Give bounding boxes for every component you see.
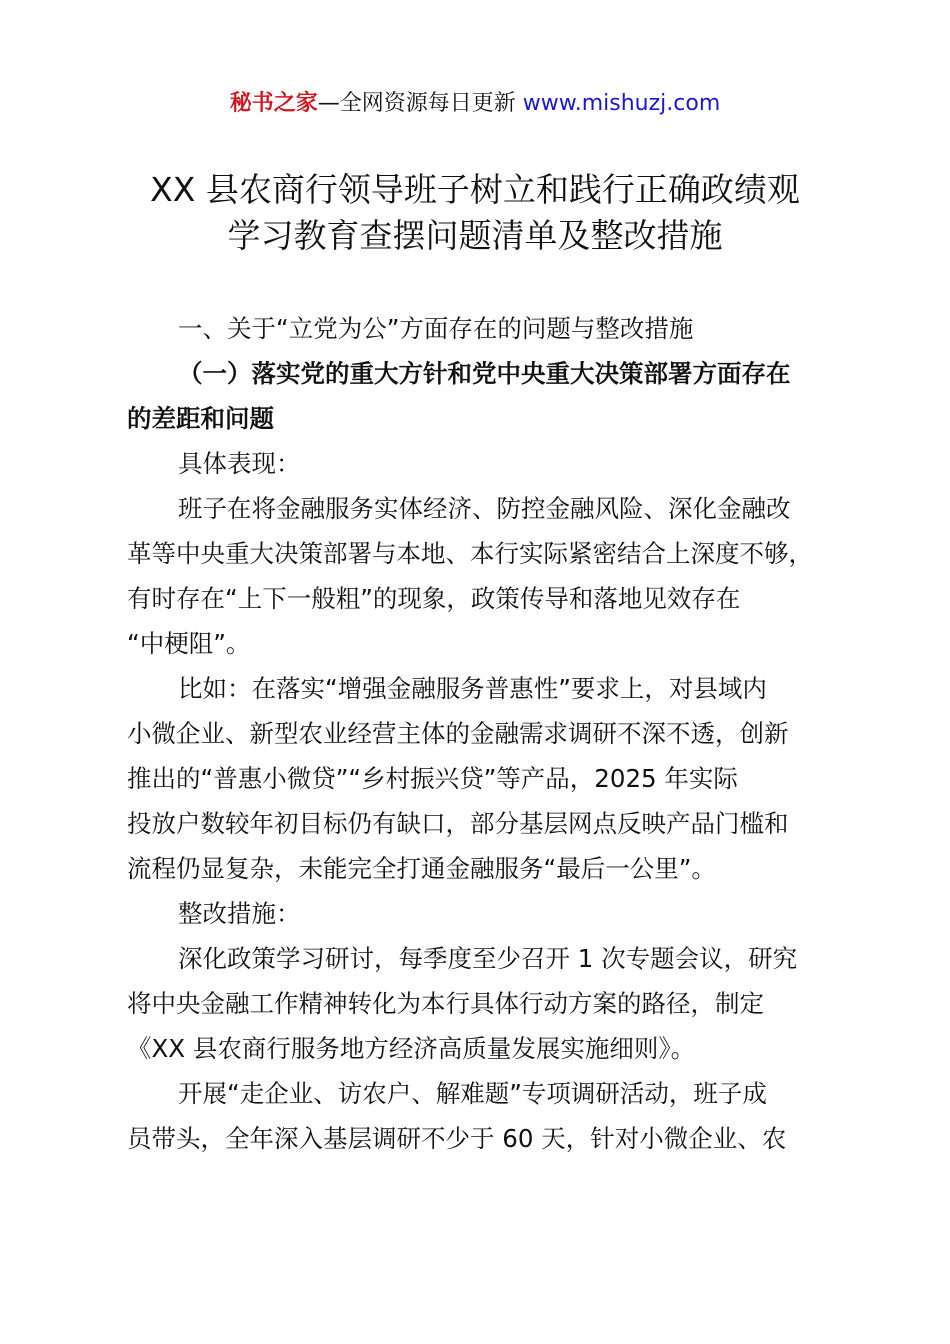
label-performance: 具体表现： [178,449,301,478]
paragraph-line: 员带头，全年深入基层调研不少于 60 天，针对小微企业、农 [127,1124,787,1153]
document-title-line-1: XX 县农商行领导班子树立和践行正确政绩观 [150,170,800,209]
header-tagline: —全网资源每日更新 [317,91,523,116]
site-header [0,88,950,120]
brand-name: 秘书之家 [229,91,318,116]
paragraph-line: 《XX 县农商行服务地方经济高质量发展实施细则》。 [127,1034,696,1063]
paragraph-line: 班子在将金融服务实体经济、防控金融风险、深化金融改 [178,494,791,523]
paragraph-line: 将中央金融工作精神转化为本行具体行动方案的路径，制定 [127,989,764,1018]
paragraph-line: 投放户数较年初目标仍有缺口，部分基层网点反映产品门槛和 [127,809,789,838]
label-measures: 整改措施： [178,899,301,928]
subsection-heading-line-1: （一）落实党的重大方针和党中央重大决策部署方面存在 [178,359,791,388]
paragraph-line: 开展“走企业、访农户、解难题”专项调研活动，班子成 [178,1079,767,1108]
document-title-line-2: 学习教育查摆问题清单及整改措施 [227,216,723,255]
paragraph-line: 流程仍显复杂，未能完全打通金融服务“最后一公里”。 [127,854,716,883]
paragraph-line: 比如：在落实“增强金融服务普惠性”要求上，对县域内 [178,674,767,703]
site-url-link[interactable]: www.mishuzj.com [522,91,721,116]
paragraph-line: 小微企业、新型农业经营主体的金融需求调研不深不透，创新 [127,719,789,748]
paragraph-line: 革等中央重大决策部署与本地、本行实际紧密结合上深度不够， [127,539,813,568]
paragraph-line: 推出的“普惠小微贷”“乡村振兴贷”等产品，2025 年实际 [127,764,738,793]
subsection-heading-line-2: 的差距和问题 [127,404,274,433]
paragraph-line: “中梗阻”。 [127,629,251,658]
paragraph-line: 深化政策学习研讨，每季度至少召开 1 次专题会议，研究 [178,944,798,973]
section-heading: 一、关于“立党为公”方面存在的问题与整改措施 [178,314,694,343]
paragraph-line: 有时存在“上下一般粗”的现象，政策传导和落地见效存在 [127,584,741,613]
